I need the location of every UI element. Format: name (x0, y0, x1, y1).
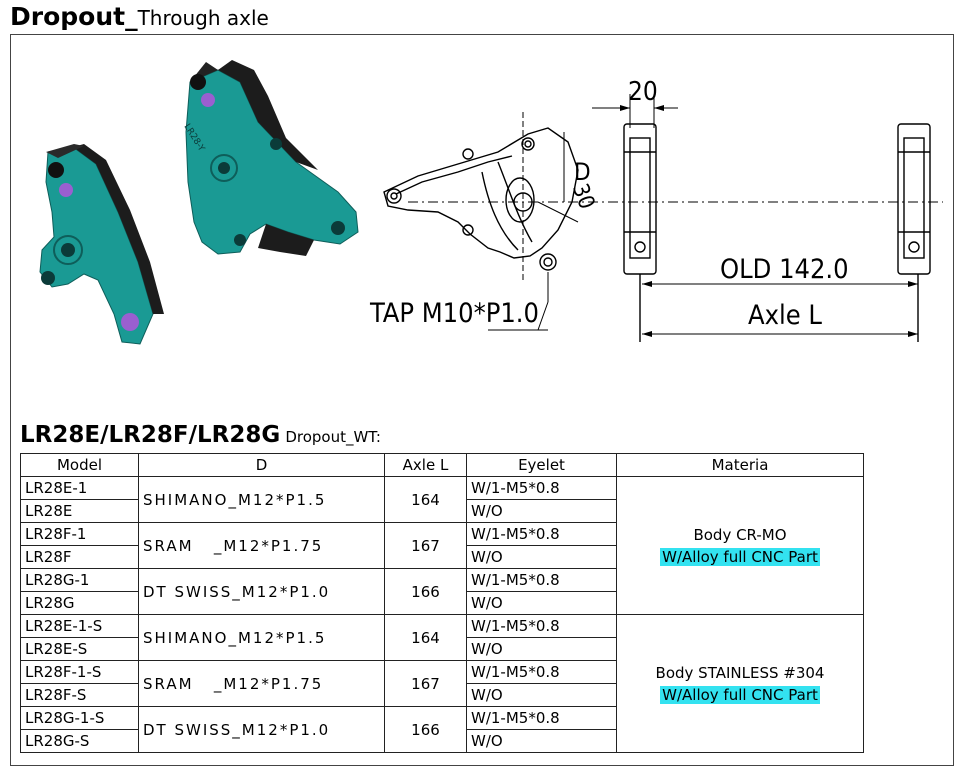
eyelet-cell: W/O (467, 730, 617, 753)
dim-angle-label: 30 (566, 180, 599, 213)
table-row (21, 615, 864, 638)
dim-width-label: 20 (628, 77, 658, 107)
eyelet-cell: W/O (467, 638, 617, 661)
d-cell: DT SWISS_M12*P1.0 (139, 707, 385, 753)
model-cell: LR28G-1-S (21, 707, 139, 730)
material-cell (617, 477, 864, 615)
section-title: LR28E/LR28F/LR28G (20, 422, 281, 448)
header-d: D (139, 454, 385, 477)
dropout-render-large (181, 60, 358, 256)
model-cell: LR28G-1 (21, 569, 139, 592)
eyelet-cell: W/O (467, 684, 617, 707)
eyelet-cell: W/1-M5*0.8 (467, 569, 617, 592)
material-body: Body CR-MO (693, 525, 787, 544)
axle-cell: 164 (385, 477, 467, 523)
table-header-row (21, 454, 864, 477)
header-model: Model (21, 454, 139, 477)
model-cell: LR28F-1-S (21, 661, 139, 684)
d-cell: DT SWISS_M12*P1.0 (139, 569, 385, 615)
axle-cell: 166 (385, 707, 467, 753)
material-cnc: W/Alloy full CNC Part (662, 685, 818, 704)
d-cell: SRAM _M12*P1.75 (139, 661, 385, 707)
model-cell: LR28E-1 (21, 477, 139, 500)
model-cell: LR28G-S (21, 730, 139, 753)
d-cell: SRAM _M12*P1.75 (139, 523, 385, 569)
table-row (21, 477, 864, 500)
header-eyelet: Eyelet (467, 454, 617, 477)
header-material: Materia (617, 454, 864, 477)
eyelet-cell: W/1-M5*0.8 (467, 615, 617, 638)
model-cell: LR28E-1-S (21, 615, 139, 638)
axle-cell: 164 (385, 615, 467, 661)
model-cell: LR28F (21, 546, 139, 569)
dim-d-label: D (574, 158, 591, 186)
eyelet-cell: W/1-M5*0.8 (467, 523, 617, 546)
header-axle: Axle L (385, 454, 467, 477)
dropout-render-small (40, 144, 164, 344)
page-header (10, 2, 269, 36)
eyelet-cell: W/O (467, 546, 617, 569)
d-cell: SHIMANO_M12*P1.5 (139, 477, 385, 523)
eyelet-cell: W/O (467, 592, 617, 615)
model-cell: LR28E-S (21, 638, 139, 661)
model-cell: LR28G (21, 592, 139, 615)
eyelet-cell: W/O (467, 500, 617, 523)
d-cell: SHIMANO_M12*P1.5 (139, 615, 385, 661)
eyelet-cell: W/1-M5*0.8 (467, 661, 617, 684)
part-marking: LR28-Y (181, 122, 207, 154)
material-cnc: W/Alloy full CNC Part (662, 547, 818, 566)
axle-cell: 167 (385, 523, 467, 569)
page-subtitle: Through axle (137, 6, 269, 30)
material-cell (617, 615, 864, 753)
tap-label: TAP M10*P1.0 (370, 298, 539, 329)
model-cell: LR28E (21, 500, 139, 523)
section-header (20, 422, 381, 448)
technical-drawing (18, 52, 948, 362)
model-cell: LR28F-1 (21, 523, 139, 546)
dropout-line-drawing (384, 128, 578, 270)
section-subtitle: Dropout_WT: (285, 428, 381, 446)
spec-table (20, 453, 864, 753)
page-title: Dropout_ (10, 2, 138, 31)
axle-cell: 167 (385, 661, 467, 707)
old-label: OLD 142.0 (720, 254, 849, 285)
material-body: Body STAINLESS #304 (655, 663, 825, 682)
eyelet-cell: W/1-M5*0.8 (467, 707, 617, 730)
model-cell: LR28F-S (21, 684, 139, 707)
axle-cell: 166 (385, 569, 467, 615)
eyelet-cell: W/1-M5*0.8 (467, 477, 617, 500)
axle-label: Axle L (748, 300, 822, 331)
